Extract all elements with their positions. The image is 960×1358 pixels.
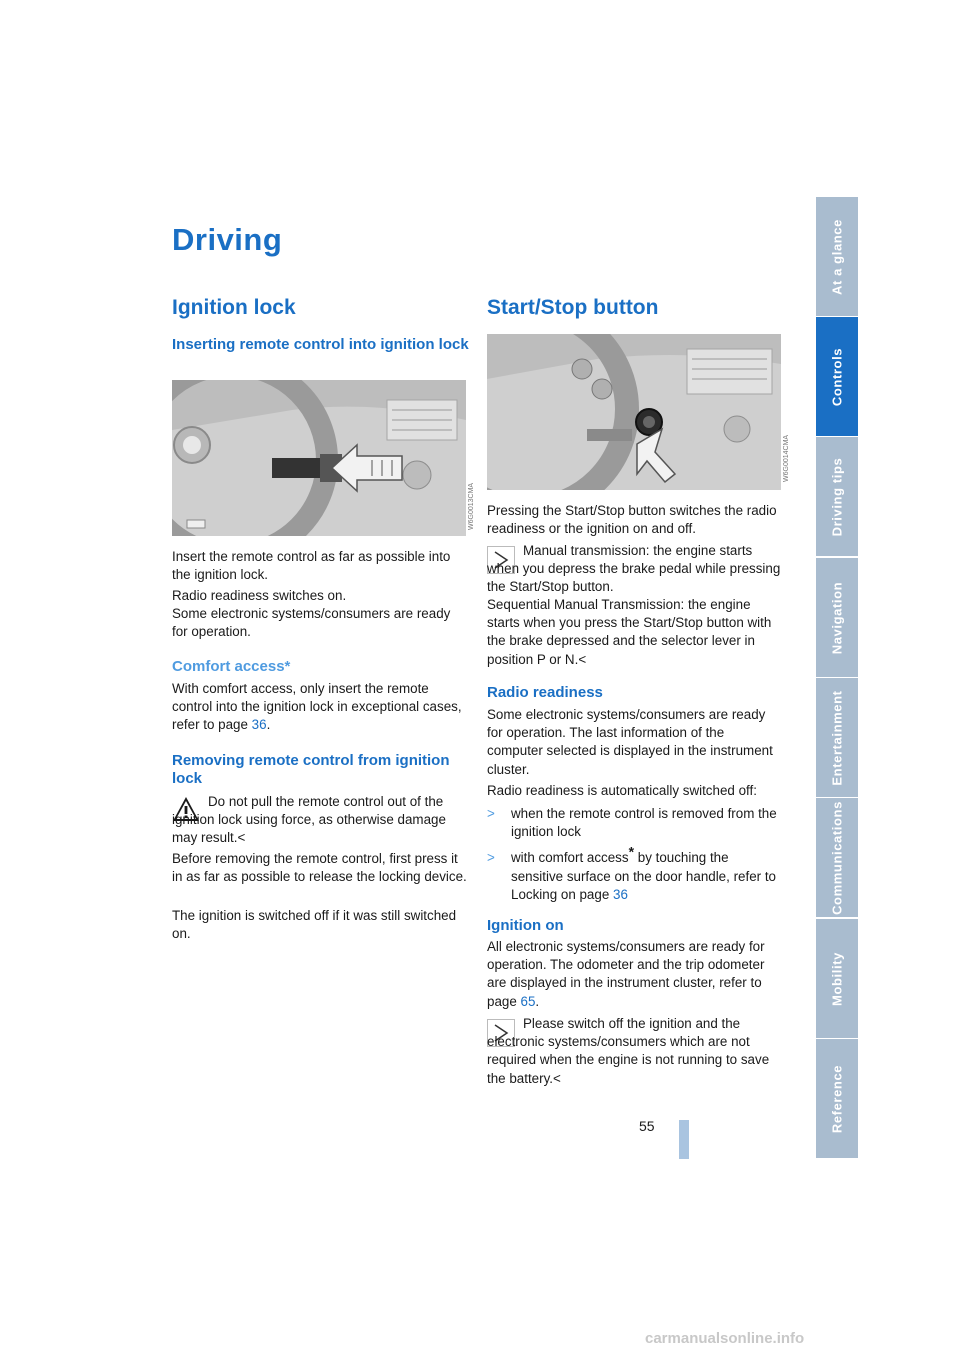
paragraph-before-removing: Before removing the remote control, first press it in as far as possible to release the locking device. [172,851,467,885]
end-mark: < [553,1070,561,1086]
tab-controls[interactable] [816,317,858,436]
note-sequential-transmission [487,596,783,669]
list-item [487,805,783,841]
end-mark: < [578,651,587,667]
end-mark: < [237,830,246,846]
period: . [535,993,540,1009]
paragraph-ignition-on [487,938,783,1011]
section-heading-start-stop: Start/Stop button [487,296,659,319]
watermark: carmanualsonline.info [645,1330,805,1347]
tab-label: Mobility [829,951,845,1006]
page-number: 55 [639,1118,655,1134]
tab-label: Driving tips [829,457,845,536]
tab-label: Navigation [829,581,845,654]
tab-label: Reference [829,1064,845,1133]
section-heading-ignition-lock: Ignition lock [172,296,296,319]
radio-off-list [487,805,783,904]
paragraph-ignition-switched-off: The ignition is switched off if it was still switched on. [172,908,457,942]
list-item [487,843,783,904]
page-link-36[interactable]: 36 [251,717,267,733]
subheading-removing-remote: Removing remote control from ignition lock [172,752,450,787]
paragraph-radio-readiness: Some electronic systems/consumers are ready for operation. The last information of the computer selected is displayed in the instrument cluster. [487,707,773,777]
paragraph-radio-readiness-on [172,587,468,642]
tab-communications[interactable] [816,798,858,917]
paragraph-radio-off: Radio readiness is automatically switched off: [487,783,757,798]
smg-text: Sequential Manual Transmission: the engine starts when you press the Start/Stop button with the brake depressed and the selector lever in position P or N. [487,597,772,667]
bullet-text: by touching the sensitive surface on the door handle, refer to Locking on page [511,850,776,902]
page-link-65[interactable]: 65 [520,993,536,1009]
warning-pull-remote [172,793,468,848]
comfort-access-text: With comfort access, only insert the remote control into the ignition lock in exceptional cases, refer to page [172,681,462,733]
radio-readiness-text: Radio readiness switches on. [172,588,347,603]
note-switch-off-ignition [487,1015,783,1088]
tab-mobility[interactable] [816,919,858,1038]
note-manual-transmission: Manual transmission: the engine starts when you depress the brake pedal while pressing the Start/Stop button. [487,543,781,595]
subheading-inserting-remote: Inserting remote control into ignition lock [172,336,469,353]
bullet-marker: > [487,806,495,821]
subheading-radio-readiness: Radio readiness [487,684,603,701]
bullet-marker: > [487,850,495,866]
tab-entertainment[interactable] [816,678,858,797]
figure-code-1: W6G0013CMA [468,482,475,530]
ignition-on-text: All electronic systems/consumers are ready for operation. The odometer and the trip odometer are displayed in the instrument cluster, refer to page [487,939,765,1009]
page-title: Driving [172,222,283,257]
paragraph-insert-remote: Insert the remote control as far as possible into the ignition lock. [172,549,451,583]
tab-label: Controls [829,347,845,406]
figure-insert-remote-control [172,380,466,536]
warning-text: Do not pull the remote control out of the ignition lock using force, as otherwise damage may result. [172,794,446,846]
page-link-36[interactable]: 36 [613,886,628,902]
tab-driving-tips[interactable] [816,437,858,556]
paragraph-pressing-start-stop: Pressing the Start/Stop button switches the radio readiness or the ignition on and off. [487,503,777,537]
figure-code-2: W6G0014CMA [783,434,790,482]
tab-label: Communications [829,800,845,915]
subheading-comfort-access: Comfort access* [172,658,291,675]
paragraph-comfort-access [172,680,468,735]
period: . [266,717,271,733]
tab-navigation[interactable] [816,558,858,677]
systems-ready-text: Some electronic systems/consumers are ready for operation. [172,606,451,640]
tab-label: At a glance [829,218,845,295]
chapter-sidebar [816,197,858,1159]
tab-at-a-glance[interactable] [816,197,858,316]
bullet-text: with comfort access [511,850,629,866]
bullet-text: when the remote control is removed from the ignition lock [511,806,777,840]
note-text: Please switch off the ignition and the electronic systems/consumers which are not required when the engine is not running to save the battery. [487,1016,770,1086]
tab-label: Entertainment [829,689,845,786]
optional-star: * [628,843,635,860]
subheading-ignition-on: Ignition on [487,917,564,934]
figure-start-stop-button [487,334,781,490]
tab-reference[interactable] [816,1039,858,1158]
page-number-bar [679,1120,689,1159]
